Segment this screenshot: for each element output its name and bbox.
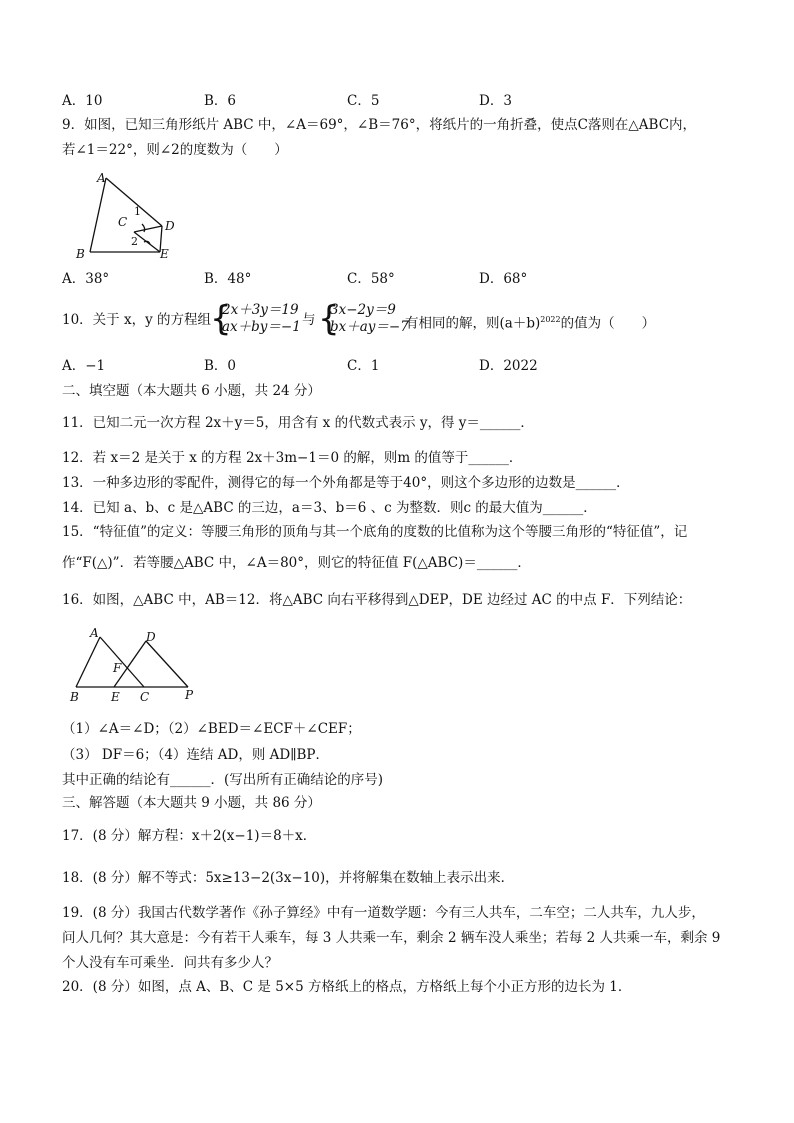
q10-sys1-eq2: ax＋by＝−1 [222,319,301,335]
q20: 20．(8 分）如图，点 A、B、C 是 5×5 方格纸上的格点，方格纸上每个小正方形的边长为 1． [62,979,632,995]
q10-option-d: D．2022 [479,358,538,374]
q10-sys2-eq1: 3x−2y＝9 [330,302,396,318]
q9-option-a: A．38° [62,271,110,287]
q9-figure [72,170,192,262]
q15-line1: 15．“特征值”的定义：等腰三角形的顶角与其一个底角的度数的比值称为这个等腰三角形的“特征值”，记 [62,524,688,540]
q8-option-c: C．5 [347,93,380,109]
q16-statement-3-4: （3） DF＝6；（4）连结 AD，则 AD∥BP． [62,747,329,763]
q10-sys2-eq2: bx＋ay＝−7 [330,319,409,335]
q16-figure [66,625,206,705]
q12: 12．若 x＝2 是关于 x 的方程 2x＋3m−1＝0 的解，则m 的值等于______． [62,450,523,466]
q9-stem-line2: 若∠1＝22°，则∠2的度数为（ ） [62,142,288,158]
q17: 17．(8 分）解方程：x＋2(x−1)＝8＋x． [62,828,317,844]
q8-option-a: A．10 [62,93,103,109]
q10-prefix: 10．关于 x，y 的方程组 [62,312,212,328]
q10-tail: 的值为（ ） [560,315,656,332]
section-2-heading: 二、填空题（本大题共 6 小题，共 24 分） [62,383,321,399]
q15-line2: 作“F(△)”．若等腰△ABC 中，∠A＝80°，则它的特征值 F(△ABC)＝______． [62,555,531,571]
q11: 11．已知二元一次方程 2x＋y＝5，用含有 x 的代数式表示 y，得 y＝______． [62,415,534,431]
q9-label-b: B [76,247,85,261]
section-3-heading: 三、解答题（本大题共 9 小题，共 86 分） [62,795,321,811]
q9-stem-line1: 9．如图，已知三角形纸片 ABC 中，∠A＝69°，∠B＝76°，将纸片的一角折叠，使点C落则在△ABC内， [62,117,697,133]
q8-option-b: B．6 [204,93,237,109]
q19-line2: 问人几何？其大意是：今有若干人乘车，每 3 人共乘一车，剩余 2 辆车没人乘坐；若每 2 人共乘一车，剩余 9 [62,930,721,946]
q16-question: 其中正确的结论有______．(写出所有正确结论的序号) [62,772,384,788]
q10-suffix-text: 有相同的解，则(a＋b) [405,315,541,332]
q16-label-a: A [90,626,99,640]
q9-label-c: C [118,215,128,229]
q10-system-1 [210,299,310,339]
q16-label-c: C [140,690,150,704]
q9-label-1: 1 [134,205,141,218]
q9-option-c: C．58° [347,271,395,287]
q18: 18．(8 分）解不等式：5x≥13−2(3x−10)，并将解集在数轴上表示出来． [62,870,515,886]
q19-line1: 19．(8 分）我国古代数学著作《孙子算经》中有一道数学题：今有三人共车，二车空；二人共车，九人步， [62,905,705,921]
q9-label-d: D [165,219,175,233]
q10-options [62,357,702,375]
q10-option-c: C．1 [347,358,380,374]
q9-edge-ab [90,178,106,252]
q10-sys1-eq1: 2x＋3y＝19 [222,302,299,318]
q9-options [62,270,702,288]
q16-stem: 16．如图，△ABC 中，AB＝12．将△ABC 向右平移得到△DEP，DE 边经过 AC 的中点 F．下列结论： [62,592,692,608]
q16-edge-ab [76,637,100,687]
q16-edge-dp [146,641,188,687]
q9-fold-dc [134,226,162,232]
q8-option-d: D．3 [479,93,512,109]
q19-line3: 个人没有车可乘坐．问共有多少人？ [62,955,278,971]
q9-edge-ad [106,178,162,226]
q10-exponent: 2022 [540,315,561,324]
q9-option-b: B．48° [204,271,252,287]
q16-label-e: E [111,690,120,704]
q9-label-e: E [160,247,169,261]
q16-label-p: P [185,688,194,702]
q10-brace-2: { [318,299,340,339]
q10-suffix [405,311,655,333]
q9-label-2: 2 [131,235,138,248]
q10-option-a: A．−1 [62,358,106,374]
q10-option-b: B．0 [204,358,237,374]
q16-statement-1-2: （1）∠A＝∠D；（2）∠BED＝∠ECF＋∠CEF； [62,721,361,737]
q13: 13．一种多边形的零配件，测得它的每一个外角都是等于40°，则这个多边形的边数是______． [62,475,630,491]
q9-option-d: D．68° [479,271,528,287]
q14: 14．已知 a、b、c 是△ABC 的三边，a＝3、b＝6 、c 为整数．则c 的最大值为______． [62,500,597,516]
q16-edge-ac [100,637,144,687]
q10-system-2 [318,299,410,339]
q10-brace-1: { [210,299,232,339]
q10-mid: 与 [302,312,316,328]
q8-options [62,92,702,110]
q9-label-a: A [97,171,106,185]
q16-label-b: B [70,690,79,704]
q16-label-f: F [113,661,122,675]
q16-label-d: D [146,630,156,644]
